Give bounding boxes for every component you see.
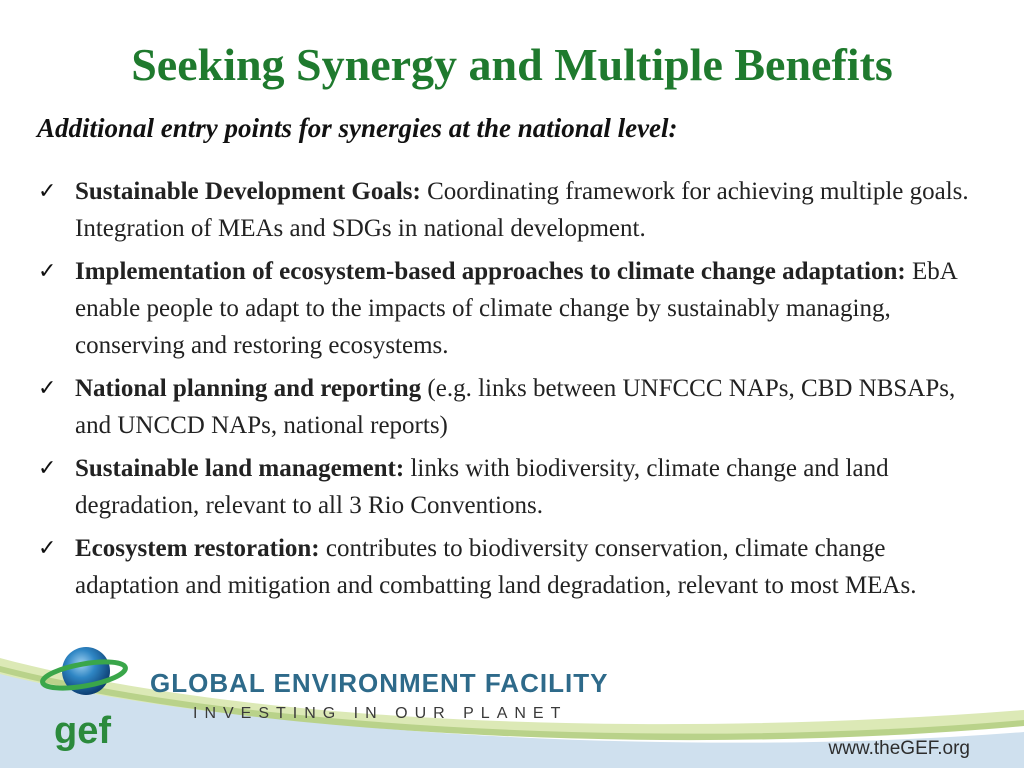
org-tagline: INVESTING IN OUR PLANET [193,705,568,722]
bullet-heading: Sustainable Development Goals: [75,178,421,205]
bullet-item [38,253,988,364]
check-icon: ✓ [38,536,57,561]
bullet-text: EbA enable people to adapt to the impacts of climate change by sustainably managing, conserving and restoring ecosystems. [75,258,957,359]
bullet-text: contributes to biodiversity conservation, climate change adaptation and mitigation and combatting land degradation, relevant to most MEAs. [75,535,917,599]
check-icon: ✓ [38,456,57,481]
bullet-text: (e.g. links between UNFCCC NAPs, CBD NBSAPs, and UNCCD NAPs, national reports) [75,375,956,439]
slide-title: Seeking Synergy and Multiple Benefits [131,39,893,90]
check-icon: ✓ [38,179,57,204]
bullet-list [38,173,988,610]
check-icon: ✓ [38,259,57,284]
bullet-item [38,450,988,524]
slide-subtitle: Additional entry points for synergies at the national level: [37,113,678,143]
bullet-heading: Sustainable land management: [75,455,405,482]
bullet-text: links with biodiversity, climate change and land degradation, relevant to all 3 Rio Conventions. [75,455,889,519]
website-link[interactable]: www.theGEF.org [828,738,970,759]
bullet-heading: Ecosystem restoration: [75,535,320,562]
check-icon: ✓ [38,376,57,401]
bullet-item [38,370,988,444]
logo-wordmark: gef [54,710,111,752]
org-name: GLOBAL ENVIRONMENT FACILITY [150,668,609,698]
bullet-text: Coordinating framework for achieving multiple goals. Integration of MEAs and SDGs in national development. [75,178,969,242]
bullet-heading: Implementation of ecosystem-based approaches to climate change adaptation: [75,258,906,285]
bullet-heading: National planning and reporting [75,375,422,402]
bullet-item [38,530,988,604]
bullet-item [38,173,988,247]
gef-logo [40,643,128,753]
